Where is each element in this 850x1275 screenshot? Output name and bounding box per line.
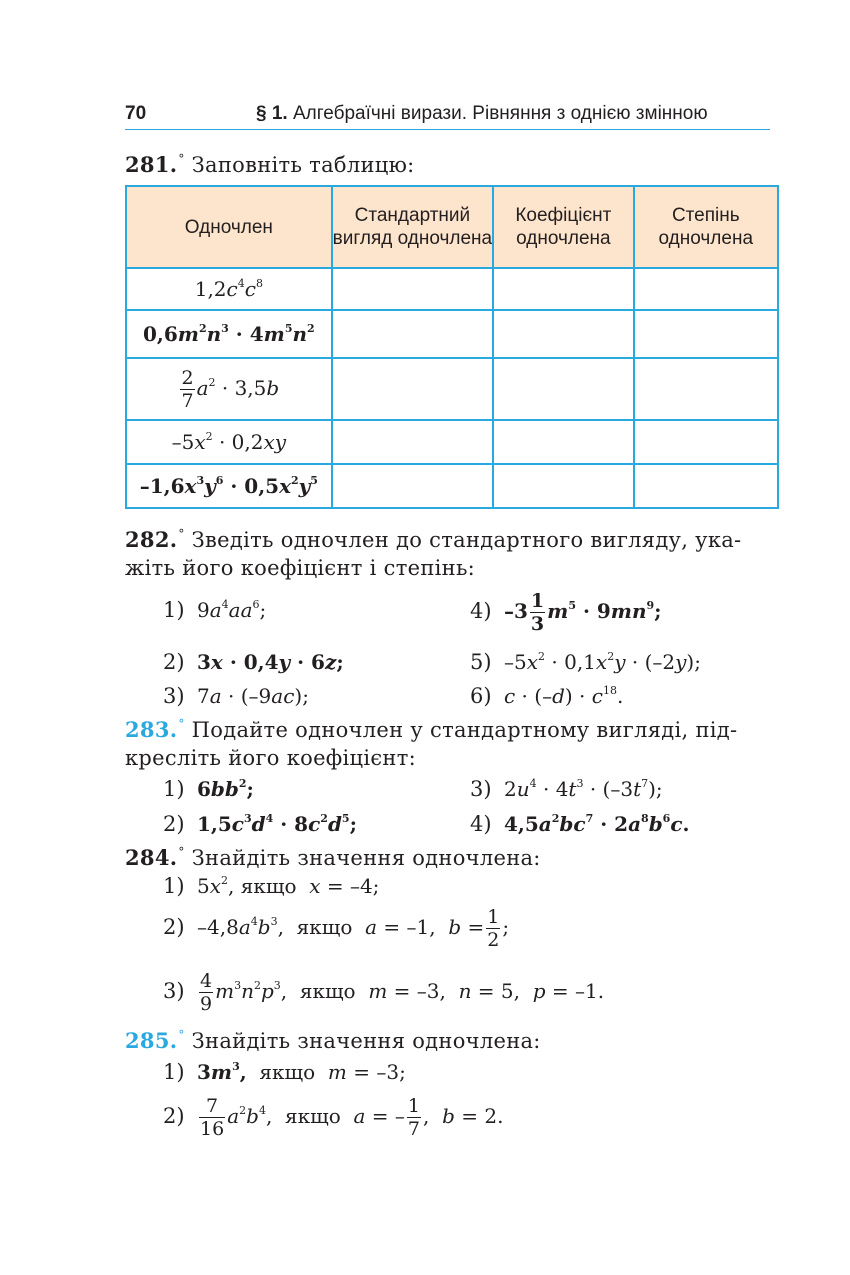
exercise-284-heading (125, 845, 541, 870)
section-mark: § 1. (256, 103, 288, 124)
task-item: 5) $-5x^2 \cdot 0,1x^2y \cdot (-2y)$; (470, 650, 701, 674)
table-cell-empty (493, 310, 633, 358)
exercise-283-heading (125, 717, 737, 742)
running-head (256, 103, 708, 125)
exercise-282-heading (125, 527, 741, 552)
task-item: 2) 3x · 0,4y · 6z; (163, 650, 344, 674)
exercise-number: 283. (125, 717, 178, 742)
exercise-number: 281. (125, 152, 178, 177)
table-row (126, 420, 778, 464)
page-header (125, 100, 770, 130)
task-item: 1) $5x^2$, якщо x = –4; (163, 874, 380, 898)
monomial-table (125, 185, 779, 509)
table-header-cell: Одночлен (126, 186, 332, 268)
task-item: 3) $\frac{4}{9}$ $m^3n^2p^3$, якщо m = –3, n = 5, p = –1. (163, 970, 605, 1015)
task-item: 4) –3 $\frac{1}{3}$ $m^5 \cdot 9mn^9$; (470, 590, 662, 635)
degree-mark: ° (178, 845, 185, 859)
table-cell-monomial: $1,2c^4c^8$ (126, 268, 332, 310)
table-row (126, 268, 778, 310)
table-cell-empty (332, 358, 493, 420)
task-item: 3) $2u^4 \cdot 4t^3 \cdot (-3t^7)$; (470, 777, 663, 801)
degree-mark: ° (178, 527, 185, 541)
exercise-text-line: Подайте одночлен у стандартному вигляді, під- (191, 718, 738, 742)
task-item: 6) $c \cdot (-d) \cdot c^{18}$. (470, 684, 624, 708)
degree-mark: ° (178, 152, 185, 166)
exercise-text-line: жіть його коефіцієнт і степінь: (125, 556, 476, 580)
table-cell-empty (634, 420, 778, 464)
task-item: 1) $6bb^2$; (163, 777, 254, 801)
table-cell-empty (634, 268, 778, 310)
section-title: Алгебраїчні вирази. Рівняння з однією змінною (292, 103, 708, 124)
table-header-cell: Коефіцієнт одночлена (493, 186, 633, 268)
task-item: 1) $9a^4aa^6$; (163, 598, 267, 622)
page-number: 70 (125, 103, 147, 124)
table-cell-empty (493, 464, 633, 508)
degree-mark: ° (178, 717, 185, 731)
table-cell-monomial: $-5x^2 \cdot 0,2xy$ (126, 420, 332, 464)
task-item: 2) $-4,8a^4b^3$, якщо a = –1, b = $\frac{1}{2}$ ; (163, 906, 510, 951)
table-cell-empty (634, 310, 778, 358)
task-item: 2) $\frac{7}{16}$ $a^2b^4$, якщо a = – $\frac{1}{7}$ , b = 2. (163, 1095, 504, 1140)
table-cell-empty (332, 268, 493, 310)
table-cell-monomial: $-1,6x^3y^6 \cdot 0,5x^2y^5$ (126, 464, 332, 508)
task-item: 2) $1,5c^3d^4 \cdot 8c^2d^5$; (163, 812, 357, 836)
task-item: 4) $4,5a^2bc^7 \cdot 2a^8b^6c$. (470, 812, 690, 836)
exercise-number: 285. (125, 1028, 178, 1053)
table-cell-empty (493, 268, 633, 310)
table-cell-monomial: $0,6m^2n^3 \cdot 4m^5n^2$ (126, 310, 332, 358)
exercise-text: Знайдіть значення одночлена: (191, 1029, 541, 1053)
table-cell-empty (493, 420, 633, 464)
table-cell-empty (332, 310, 493, 358)
exercise-number: 284. (125, 845, 178, 870)
table-cell-empty (332, 420, 493, 464)
exercise-text-line: Зведіть одночлен до стандартного вигляду, ука- (191, 528, 742, 552)
exercise-number: 282. (125, 527, 178, 552)
task-item: 1) $3m^3$, якщо m = –3; (163, 1060, 406, 1084)
table-cell-empty (332, 464, 493, 508)
table-row (126, 464, 778, 508)
table-header-cell: Степінь одночлена (634, 186, 778, 268)
exercise-text: Знайдіть значення одночлена: (191, 846, 541, 870)
degree-mark: ° (178, 1028, 185, 1042)
table-header-cell: Стандартний вигляд одночлена (332, 186, 493, 268)
table-header-row (126, 186, 778, 268)
exercise-281-heading (125, 152, 415, 177)
table-cell-empty (634, 464, 778, 508)
table-row (126, 310, 778, 358)
task-item: 3) 7a · (–9ac); (163, 684, 309, 708)
table-row (126, 358, 778, 420)
table-cell-monomial: $\frac{2}{7}$ $a^2 \cdot 3,5b$ (126, 358, 332, 420)
table-cell-empty (493, 358, 633, 420)
table-cell-empty (634, 358, 778, 420)
exercise-285-heading (125, 1028, 541, 1053)
exercise-text-line: кресліть його коефіцієнт: (125, 746, 417, 770)
exercise-text: Заповніть таблицю: (191, 153, 415, 177)
